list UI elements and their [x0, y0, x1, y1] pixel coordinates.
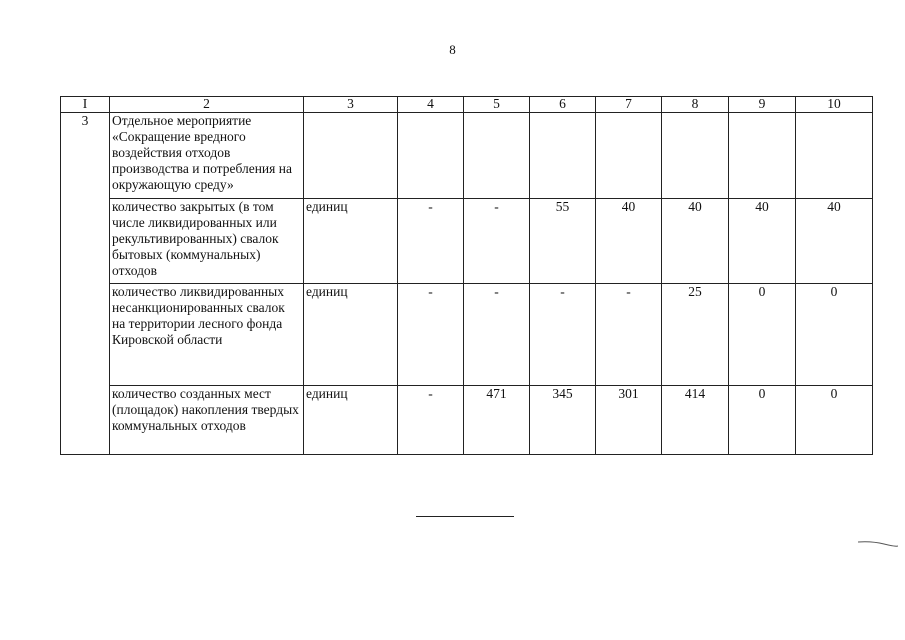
indicator-unit: единиц — [304, 386, 398, 455]
value-cell: - — [398, 386, 464, 455]
column-header: 3 — [304, 97, 398, 113]
column-header: 8 — [662, 97, 729, 113]
value-cell: 471 — [464, 386, 530, 455]
indicator-unit: единиц — [304, 284, 398, 386]
indicator-unit: единиц — [304, 199, 398, 284]
value-cell: - — [464, 199, 530, 284]
value-cell: 0 — [796, 386, 873, 455]
value-cell: 0 — [729, 284, 796, 386]
value-cell: 25 — [662, 284, 729, 386]
pen-mark — [858, 541, 898, 547]
table-header-row — [61, 97, 873, 113]
value-cell: 40 — [662, 199, 729, 284]
table-row — [61, 199, 873, 284]
section-number: 3 — [61, 113, 110, 455]
column-header: 2 — [110, 97, 304, 113]
empty-cell — [596, 113, 662, 199]
column-header: I — [61, 97, 110, 113]
value-cell: 40 — [796, 199, 873, 284]
value-cell: - — [596, 284, 662, 386]
empty-cell — [729, 113, 796, 199]
indicator-name: количество созданных мест (площадок) накопления твердых коммунальных отходов — [110, 386, 304, 455]
value-cell: - — [464, 284, 530, 386]
separator-line — [416, 516, 514, 517]
indicators-table — [60, 96, 873, 455]
empty-cell — [464, 113, 530, 199]
value-cell: 414 — [662, 386, 729, 455]
value-cell: 0 — [796, 284, 873, 386]
section-row — [61, 113, 873, 199]
value-cell: - — [398, 284, 464, 386]
column-header: 6 — [530, 97, 596, 113]
indicator-name: количество ликвидированных несанкционированных свалок на территории лесного фонда Кировской области — [110, 284, 304, 386]
table-row — [61, 386, 873, 455]
column-header: 9 — [729, 97, 796, 113]
value-cell: 345 — [530, 386, 596, 455]
empty-cell — [530, 113, 596, 199]
empty-cell — [796, 113, 873, 199]
empty-cell — [398, 113, 464, 199]
column-header: 5 — [464, 97, 530, 113]
value-cell: - — [398, 199, 464, 284]
empty-cell — [304, 113, 398, 199]
empty-cell — [662, 113, 729, 199]
value-cell: 301 — [596, 386, 662, 455]
table-row — [61, 284, 873, 386]
value-cell: 40 — [596, 199, 662, 284]
value-cell: 0 — [729, 386, 796, 455]
column-header: 7 — [596, 97, 662, 113]
indicator-name: количество закрытых (в том числе ликвидированных или рекультивированных) свалок бытовых (коммунальных) отходов — [110, 199, 304, 284]
column-header: 4 — [398, 97, 464, 113]
page-number: 8 — [449, 42, 456, 57]
column-header: 10 — [796, 97, 873, 113]
value-cell: 55 — [530, 199, 596, 284]
value-cell: 40 — [729, 199, 796, 284]
value-cell: - — [530, 284, 596, 386]
section-title: Отдельное мероприятие «Сокращение вредного воздействия отходов производства и потребления на окружающую среду» — [110, 113, 304, 199]
